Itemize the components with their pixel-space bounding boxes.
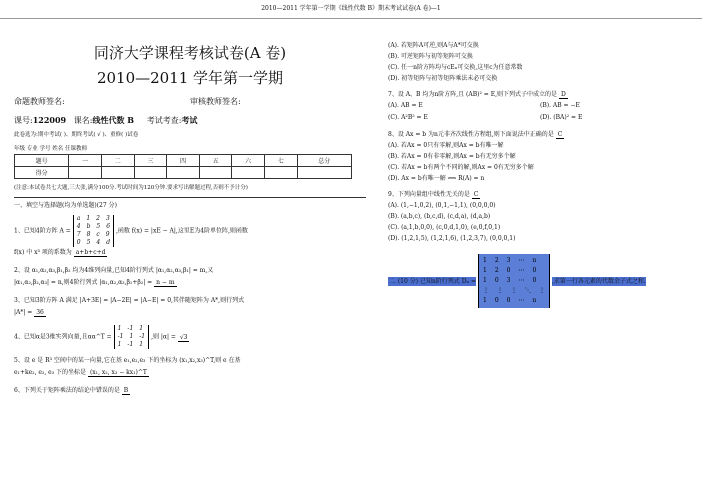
matrix-aat (114, 325, 150, 349)
q2-text-b: |α₁,α₂,β₂,α₃| = n,则4阶行列式 |α₁,α₂,α₃,β₁+β₂| = (14, 279, 153, 286)
matrix-cell: 3 (506, 257, 511, 264)
q6-options (388, 41, 692, 84)
matrix-row (118, 341, 146, 349)
question-3 (14, 295, 366, 319)
option-item: (D). Ax = b有唯一解 ⟺ R(A) = n (388, 175, 485, 182)
matrix-cell: 4 (96, 239, 101, 246)
matrix-cell: 1 (482, 267, 487, 274)
matrix-cell: ⋮ (496, 287, 503, 294)
left-column (14, 30, 366, 403)
score-table (14, 154, 352, 179)
matrix-cell: 3 (105, 215, 110, 222)
q1-text-c: f(x) 中 x³ 项的系数为 (14, 249, 72, 256)
matrix-cell: ⋯ (518, 297, 525, 304)
q2-text-a: 2、设 α₁,α₂,α₃,β₁,β₂ 均为4维列向量,已知4阶行列式 |α₁,α₂,α₃,β₁| = m,又 (14, 267, 214, 274)
exam-type: 考试 (181, 115, 198, 125)
course-name-label: 课名: (73, 116, 93, 125)
matrix-cell: ⋯ (518, 257, 525, 264)
q7-text: 7、设 A、B 均为n阶方阵,且 (AB)² = E,则下列式子中成立的是 (388, 91, 558, 98)
option-item: (A). (1,−1,0,2), (0,1,−1,1), (0,0,0,0) (388, 202, 496, 209)
score-col-2: 二 (101, 155, 134, 167)
matrix-cell: 1 (86, 215, 91, 222)
matrix-cell: 1 (139, 325, 144, 332)
exam-note: (注意:本试卷共七大题,三大张,满分100分.考试时间为120分钟.要求写出解题过程,否则不予计分) (14, 185, 248, 191)
q2-answer: n − m (156, 279, 175, 286)
matrix-cell: b (86, 223, 91, 230)
matrix-cell: 1 (482, 277, 487, 284)
score-cell-6 (232, 167, 265, 179)
score-col-1: 一 (69, 155, 102, 167)
signature-row (14, 96, 366, 107)
q9-text: 9、下列向量组中线性无关的是 (388, 191, 470, 198)
matrix-row (483, 296, 545, 306)
matrix-cell: 0 (494, 297, 499, 304)
option-item: (A). 若矩阵A可逆,则A与A*可交换 (388, 42, 479, 49)
q7-options (388, 100, 692, 124)
option-item: (D). (BA)² = E (540, 114, 583, 121)
matrix-cell: 1 (139, 341, 144, 348)
matrix-cell: 1 (117, 325, 122, 332)
matrix-cell: 5 (96, 223, 101, 230)
exam-type-label: 考试考查: (146, 116, 182, 125)
score-col-4: 四 (167, 155, 200, 167)
matrix-dn (478, 254, 550, 308)
matrix-row (77, 223, 110, 231)
matrix-cell: 0 (532, 267, 537, 274)
score-col-8: 总分 (297, 155, 351, 167)
score-cell-8 (297, 167, 351, 179)
score-cell-0: 得分 (15, 167, 69, 179)
matrix-cell: ⋯ (518, 277, 525, 284)
matrix-cell: 0 (532, 277, 537, 284)
matrix-cell: 7 (76, 231, 81, 238)
q9-options (388, 201, 692, 244)
matrix-cell: -1 (127, 325, 134, 332)
q4-text-a: 4、已知α是3维实列向量,且αα^T = (14, 333, 112, 341)
score-cell-5 (199, 167, 232, 179)
q4-answer: √3 (179, 333, 188, 341)
option-item: (C). 任一n阶方阵均与cEₙ可交换,这里c为任意常数 (388, 64, 523, 71)
q8-answer: C (557, 131, 563, 138)
matrix-row (77, 231, 110, 239)
score-col-7: 七 (264, 155, 297, 167)
question-7 (388, 90, 692, 100)
question-4 (14, 325, 366, 349)
question-6 (14, 385, 366, 397)
score-col-3: 三 (134, 155, 167, 167)
exam-term: 2010—2011 学年第一学期 (96, 69, 284, 87)
q6-text: 6、下列关于矩阵乘法的结论中错误的是 (14, 387, 120, 394)
q1-answer: a+b+c+d (75, 249, 106, 256)
matrix-cell: 0 (76, 239, 81, 246)
matrix-cell: a (76, 215, 81, 222)
question-9 (388, 190, 692, 200)
q3-answer: 36 (36, 309, 44, 316)
score-cell-3 (134, 167, 167, 179)
option-item: (A). AB = E (388, 102, 423, 109)
question-10 (388, 254, 692, 308)
option-item: (C). (a,1,b,0,0), (c,0,d,1,0), (e,0,f,0,1) (388, 224, 501, 231)
q3-text-a: 3、已知3阶方阵 A 满足 |A+3E| = |A−2E| = |A−E| = 0,其伴随矩阵为 A*,则行列式 (14, 297, 245, 304)
matrix-row (118, 325, 146, 333)
score-col-6: 六 (232, 155, 265, 167)
q10-text-a: 二. (10 分) 已知n阶行列式 Dₙ = (388, 277, 477, 285)
matrix-cell: -1 (139, 333, 146, 340)
matrix-cell: 0 (506, 267, 511, 274)
section-1-title: 一、填空与选择题(均为单选题)(27 分) (14, 197, 366, 209)
q4-text-b: ,则 |α| = (151, 333, 176, 341)
matrix-cell: 1 (482, 297, 487, 304)
q1-text-a: 1、已知4阶方阵 A = (14, 227, 71, 235)
matrix-cell: 1 (129, 333, 134, 340)
exam-mode: 此卷选为:期中考试( )、期终考试( √ )、重修( )试卷 (14, 132, 139, 138)
q10-text-b: ,求第一行各元素的代数余子式之和. (551, 277, 646, 285)
student-info: 年级 专业 学号 姓名 任课教师 (14, 146, 87, 152)
matrix-cell: 6 (106, 223, 111, 230)
course-code-label: 课号: (14, 116, 33, 125)
score-col-5: 五 (199, 155, 232, 167)
matrix-cell: 2 (494, 267, 499, 274)
score-cell-2 (101, 167, 134, 179)
matrix-row (118, 333, 146, 341)
matrix-cell: c (96, 231, 100, 238)
matrix-cell: -1 (117, 333, 124, 340)
matrix-cell: n (532, 257, 537, 264)
q5-text-b: e₁+ke₂, e₂, e₃ 下的坐标是 (14, 369, 87, 376)
q7-answer: D (560, 91, 566, 98)
matrix-cell: 4 (76, 223, 81, 230)
matrix-cell: ⋮ (482, 287, 489, 294)
right-column (388, 40, 692, 308)
sig-reviewer: 审核教师签名: (190, 97, 241, 106)
matrix-row (77, 239, 110, 247)
matrix-row (483, 286, 545, 296)
q8-options (388, 141, 692, 184)
option-item: (B). 可逆矩阵与初等矩阵可交换 (388, 53, 473, 60)
matrix-cell: d (106, 239, 111, 246)
matrix-cell: 9 (105, 231, 110, 238)
matrix-cell: 1 (117, 341, 122, 348)
q1-text-b: ,函数 f(x) = |xE − A|,这里E为4阶单位阵,则函数 (115, 227, 248, 235)
matrix-cell: n (532, 297, 537, 304)
course-info (14, 115, 366, 126)
q6-answer: B (123, 387, 129, 394)
page-header: 2010—2011 学年第一学期《线性代数 B》期末考试试卷(A 卷)—1 (0, 0, 702, 19)
score-cell-1 (69, 167, 102, 179)
q9-answer: C (473, 191, 479, 198)
matrix-cell: 0 (494, 277, 499, 284)
q3-text-b: |A*| = (14, 309, 33, 316)
option-item: (B). 若Ax = 0有非零解,则Ax = b有无穷多个解 (388, 153, 516, 160)
matrix-row (483, 276, 545, 286)
matrix-cell: 2 (96, 215, 100, 222)
option-item: (B). (a,b,c), (b,c,d), (c,d,a), (d,a,b) (388, 213, 491, 220)
option-item: (D). (1,2,1,5), (1,2,1,6), (1,2,3,7), (0,0,0,1) (388, 235, 516, 242)
option-item: (C). 若Ax = b有两个不同的解,则Ax = 0有无穷多个解 (388, 164, 534, 171)
matrix-cell: 1 (482, 257, 487, 264)
matrix-cell: ⋮ (538, 287, 545, 294)
matrix-cell: ⋯ (518, 267, 525, 274)
option-item: (C). A²B² = E (388, 114, 428, 121)
sig-author: 命题教师签名: (14, 97, 65, 106)
matrix-row (483, 266, 545, 276)
course-code: 122009 (32, 115, 67, 125)
matrix-cell: 3 (506, 277, 511, 284)
q8-text: 8、设 Ax = b 为n元非齐次线性方程组,则下面说法中正确的是 (388, 131, 554, 138)
matrix-cell: -1 (127, 341, 134, 348)
matrix-cell: 2 (494, 257, 499, 264)
matrix-row (77, 215, 110, 223)
matrix-row (483, 256, 545, 266)
question-8 (388, 130, 692, 140)
matrix-a (73, 215, 114, 247)
q5-answer: (x₁, x₂, x₃ − kx₁)^T (89, 369, 147, 376)
question-2 (14, 265, 366, 289)
matrix-cell: ⋮ (510, 287, 517, 294)
q5-text-a: 5、设 e 是 R³ 空间中的某一向量,它在基 e₁,e₂,e₃ 下的坐标为 (x₁,x₂,x₃)^T,则 e 在基 (14, 357, 241, 364)
score-cell-4 (167, 167, 200, 179)
option-item: (A). 若Ax = 0只有零解,则Ax = b有唯一解 (388, 142, 504, 149)
option-item: (B). AB = −E (540, 102, 580, 109)
matrix-cell: 0 (506, 297, 511, 304)
score-col-0: 题号 (15, 155, 69, 167)
question-1 (14, 215, 366, 259)
course-name: 线性代数 B (92, 115, 134, 125)
option-item: (D). 初等矩阵与初等矩阵乘法未必可交换 (388, 75, 498, 82)
question-5 (14, 355, 366, 379)
exam-title: 同济大学课程考核试卷(A 卷) (93, 44, 287, 62)
matrix-cell: 8 (86, 231, 91, 238)
score-cell-7 (264, 167, 297, 179)
matrix-cell: ⋱ (524, 287, 531, 294)
matrix-cell: 5 (86, 239, 91, 246)
